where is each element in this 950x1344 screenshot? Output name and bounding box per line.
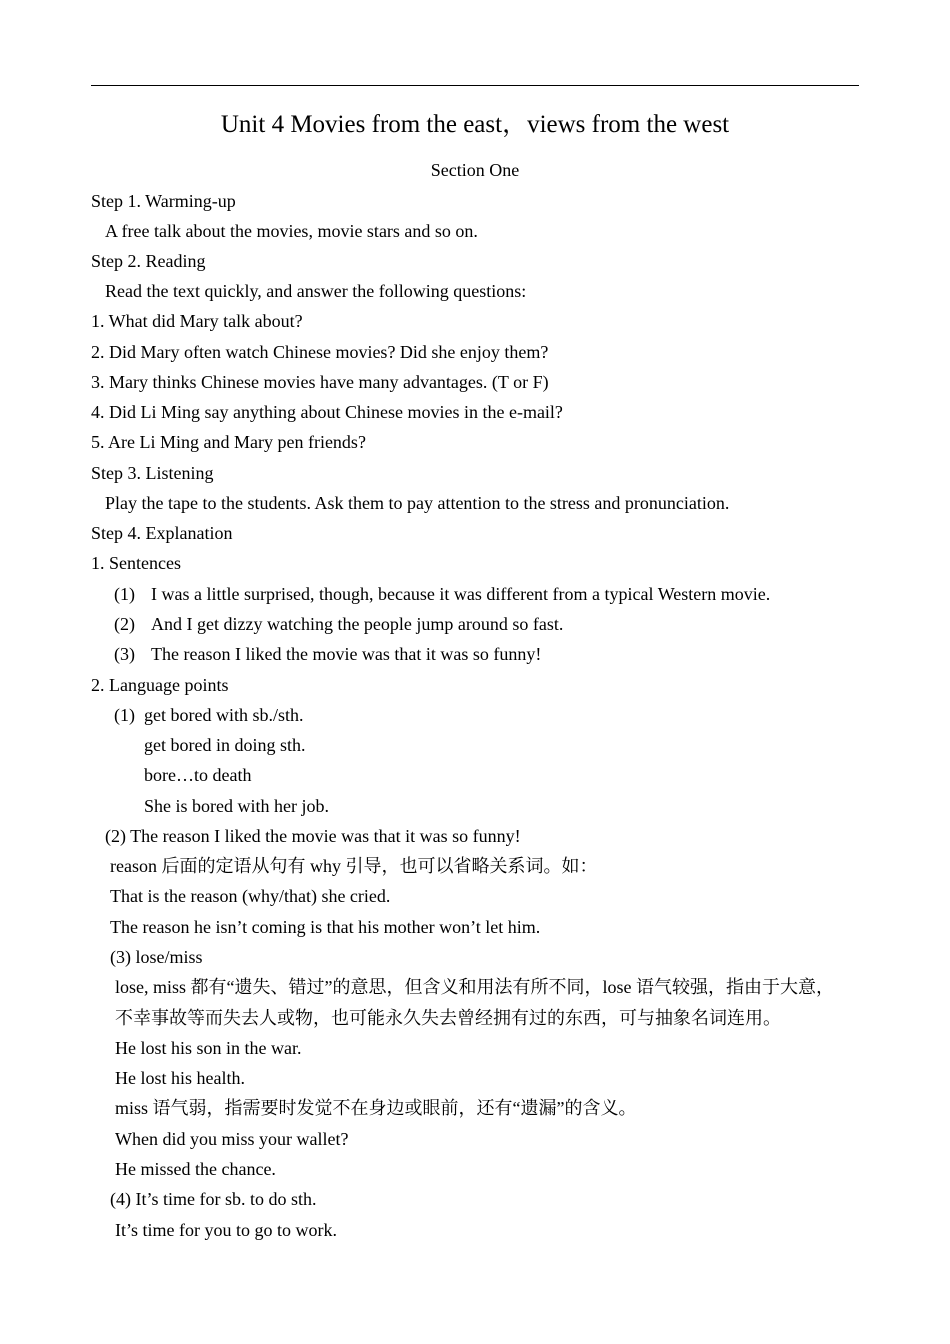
point3-example: He lost his health.: [115, 1068, 245, 1088]
step1-text: A free talk about the movies, movie stars and so on.: [105, 221, 478, 241]
point3-example: He lost his son in the war.: [115, 1038, 302, 1058]
point3-example: He missed the chance.: [115, 1159, 276, 1179]
step1-heading: Step 1. Warming-up: [91, 191, 236, 211]
step2-intro: Read the text quickly, and answer the following questions:: [105, 281, 527, 301]
point1-line: bore…to death: [144, 765, 252, 785]
point1-example: She is bored with her job.: [144, 796, 329, 816]
sentence-number: (3): [114, 644, 135, 664]
point1-line: get bored in doing sth.: [144, 735, 306, 755]
question-item: 4. Did Li Ming say anything about Chinese movies in the e-mail?: [91, 402, 563, 422]
point3-example: When did you miss your wallet?: [115, 1129, 349, 1149]
sentence-item: [114, 582, 770, 606]
language-points-heading: 2. Language points: [91, 675, 229, 695]
section-subtitle: Section One: [430, 160, 520, 180]
question-item: 5. Are Li Ming and Mary pen friends?: [91, 432, 366, 452]
point4-example: It’s time for you to go to work.: [115, 1220, 337, 1240]
sentence-item: [114, 612, 563, 636]
sentence-text: I was a little surprised, though, because it was different from a typical Western movie.: [151, 584, 771, 604]
point3-heading: (3) lose/miss: [110, 947, 203, 967]
step4-heading: Step 4. Explanation: [91, 523, 233, 543]
step3-text: Play the tape to the students. Ask them to pay attention to the stress and pronunciation.: [105, 493, 730, 513]
point4-heading: (4) It’s time for sb. to do sth.: [110, 1189, 317, 1209]
point3-note: 不幸事故等而失去人或物，也可能永久失去曾经拥有过的东西，可与抽象名词连用。: [115, 1008, 781, 1028]
sentence-text: And I get dizzy watching the people jump around so fast.: [151, 614, 564, 634]
header-rule: [91, 85, 859, 86]
point3-note: miss 语气弱，指需要时发觉不在身边或眼前，还有“遗漏”的含义。: [115, 1098, 637, 1118]
sentence-number: (2): [114, 614, 135, 634]
sentence-item: [114, 642, 541, 666]
point3-note: lose, miss 都有“遗失、错过”的意思，但含义和用法有所不同，lose 语气较强，指由于大意，: [115, 977, 834, 997]
point1-line: get bored with sb./sth.: [144, 705, 304, 725]
point1-number: (1): [114, 705, 135, 725]
point2-example: That is the reason (why/that) she cried.: [110, 886, 391, 906]
point2-example: The reason he isn’t coming is that his mother won’t let him.: [110, 917, 541, 937]
point2-heading: (2) The reason I liked the movie was that it was so funny!: [105, 826, 521, 846]
step3-heading: Step 3. Listening: [91, 463, 214, 483]
question-item: 3. Mary thinks Chinese movies have many advantages. (T or F): [91, 372, 549, 392]
question-item: 1. What did Mary talk about?: [91, 311, 303, 331]
document-title: Unit 4 Movies from the east，views from the west: [220, 111, 730, 138]
point2-note: reason 后面的定语从句有 why 引导，也可以省略关系词。如：: [110, 856, 598, 876]
question-item: 2. Did Mary often watch Chinese movies? Did she enjoy them?: [91, 342, 549, 362]
sentence-text: The reason I liked the movie was that it was so funny!: [151, 644, 542, 664]
sentence-number: (1): [114, 584, 135, 604]
sentences-heading: 1. Sentences: [91, 553, 181, 573]
step2-heading: Step 2. Reading: [91, 251, 206, 271]
